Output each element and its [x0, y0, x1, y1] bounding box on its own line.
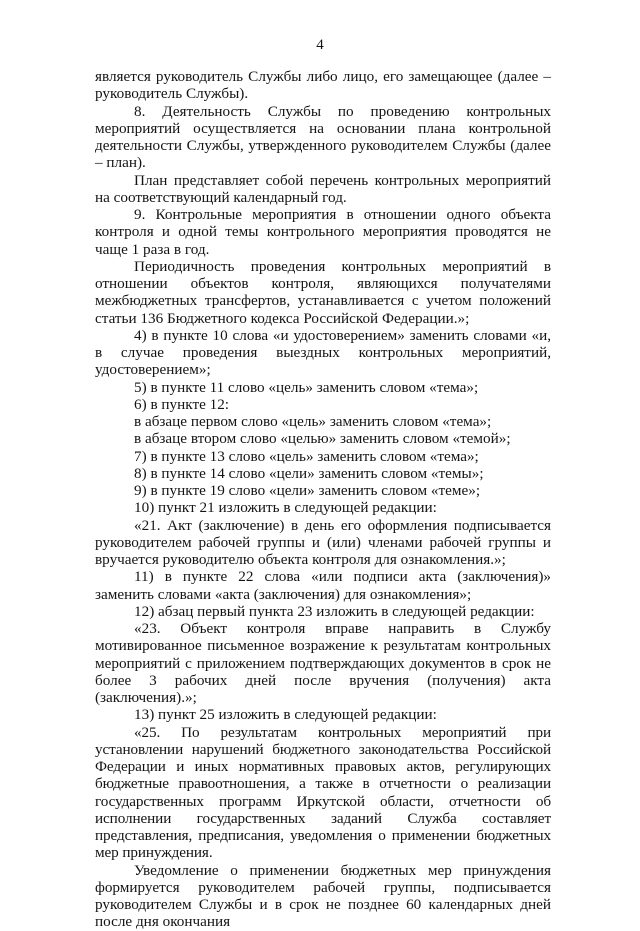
paragraph-5: Периодичность проведения контрольных мероприятий в отношении объектов контроля, являющихся получателями межбюджетных трансфертов, устанавливается с учетом положений статьи 136 Бюджетного кодекса Российской Федерации.»;	[95, 257, 551, 327]
paragraph-3: План представляет собой перечень контрольных мероприятий на соответствующий календарный год.	[95, 171, 551, 206]
page-number: 4	[316, 37, 324, 53]
paragraph-13: 9) в пункте 19 слово «цели» заменить словом «теме»;	[134, 482, 481, 499]
paragraph-2: 8. Деятельность Службы по проведению контрольных мероприятий осуществляется на основании плана контрольной деятельности Службы, утвержденного руководителем Службы (далее – план).	[95, 102, 551, 172]
paragraph-21: Уведомление о применении бюджетных мер принуждения формируется руководителем рабочей группы, подписывается руководителем Службы и в срок не позднее 60 календарных дней после дня окончания	[95, 861, 551, 931]
paragraph-16: 11) в пункте 22 слова «или подписи акта (заключения)» заменить словами «акта (заключения) для ознакомления»;	[95, 568, 551, 603]
paragraph-9: в абзаце первом слово «цель» заменить словом «тема»;	[134, 413, 492, 430]
paragraph-6: 4) в пункте 10 слова «и удостоверением» заменить словами «и, в случае проведения выездных контрольных мероприятий, удостоверением»;	[95, 326, 551, 379]
paragraph-15: «21. Акт (заключение) в день его оформления подписывается руководителем рабочей группы и (или) членами рабочей группы и вручается руководителю объекта контроля для ознакомления.»;	[95, 516, 551, 568]
paragraph-11: 7) в пункте 13 слово «цель» заменить словом «тема»;	[134, 447, 479, 465]
paragraph-18: «23. Объект контроля вправе направить в Службу мотивированное письменное возражение к результатам контрольных мероприятий с приложением подтверждающих документов в срок не более 3 рабочих дней после вручения (получения) акта (заключения).»;	[95, 620, 551, 706]
paragraph-19: 13) пункт 25 изложить в следующей редакции:	[134, 706, 437, 724]
paragraph-17: 12) абзац первый пункта 23 изложить в следующей редакции:	[134, 602, 535, 620]
paragraph-4: 9. Контрольные мероприятия в отношении одного объекта контроля и одной темы контрольного мероприятия проводятся не чаще 1 раза в год.	[95, 206, 551, 258]
document-body	[95, 68, 551, 931]
paragraph-20: «25. По результатам контрольных мероприятий при установлении нарушений бюджетного законодательства Российской Федерации и иных нормативных правовых актов, регулирующих бюджетные правоотношения, а также в отчетности о реализации государственных программ Иркутской области, отчетности об исполнении государственных заданий Служба составляет представления, предписания, уведомления о применении бюджетных мер принуждения.	[95, 723, 551, 862]
paragraph-10: в абзаце втором слово «целью» заменить словом «темой»;	[134, 430, 511, 448]
paragraph-1: является руководитель Службы либо лицо, его замещающее (далее – руководитель Службы).	[95, 68, 551, 103]
paragraph-14: 10) пункт 21 изложить в следующей редакции:	[134, 499, 437, 517]
paragraph-12: 8) в пункте 14 слово «цели» заменить словом «темы»;	[134, 464, 484, 482]
paragraph-7: 5) в пункте 11 слово «цель» заменить словом «тема»;	[134, 378, 479, 396]
paragraph-8: 6) в пункте 12:	[134, 395, 230, 413]
